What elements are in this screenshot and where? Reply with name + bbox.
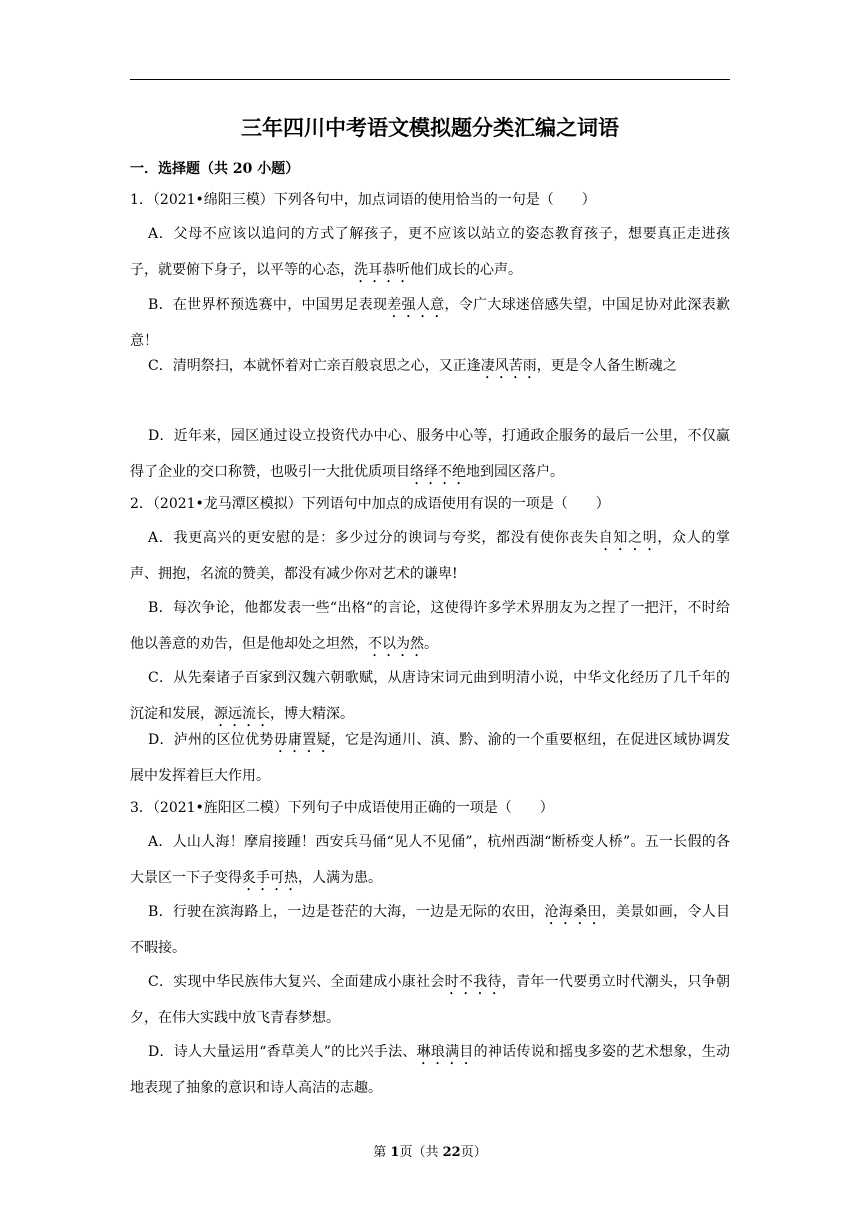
option-d: D．泸州的区位优势毋庸置疑，它是沟通川、滇、黔、渝的一个重要枢纽，在促进区域协调发展中发挥着巨大作用。 [130,732,730,784]
option-c: C．从先秦诸子百家到汉魏六朝歌赋，从唐诗宋词元曲到明清小说，中华文化经历了几千年的沉淀和发展，源远流长，博大精深。 [130,670,730,722]
emphasized-word: 洗耳恭听 [354,262,410,278]
question-stem: 1．（2021•绵阳三模）下列各句中，加点词语的使用恰当的一句是（ ） [130,192,596,208]
emphasized-word: 不以为然 [368,636,424,652]
section-heading: 一．选择题（共 20 小题） [130,161,300,177]
option-b: B．每次争论，他都发表一些“出格“的言论，这使得许多学术界朋友为之捏了一把汗，不时给他以善意的劝告，但是他却处之坦然，不以为然。 [130,600,730,652]
page-number: 1 [390,1145,400,1160]
option-a: A．我更高兴的更安慰的是：多少过分的谀词与夸奖，都没有使你丧失自知之明，众人的掌声、拥抱，名流的赞美，都没有减少你对艺术的谦卑! [130,530,731,582]
emphasized-word: 琳琅满目 [416,1044,474,1060]
emphasized-word: 自知之明 [598,530,658,546]
emphasized-word: 络绎不绝 [410,464,466,480]
option-d: D．诗人大量运用“香草美人”的比兴手法、琳琅满目的神话传说和摇曳多姿的艺术想象，生动地表现了抽象的意识和诗人高洁的志趣。 [130,1044,731,1096]
option-c: C．实现中华民族伟大复兴、全面建成小康社会时不我待，青年一代要勇立时代潮头，只争朝夕，在伟大实践中放飞青春梦想。 [130,974,731,1026]
emphasized-word: 凄风苦雨 [480,358,537,374]
option-b: B．行驶在滨海路上，一边是苍茫的大海，一边是无际的农田，沧海桑田，美景如画，令人目不暇接。 [130,904,730,956]
header-rule [130,79,730,80]
option-a: A．父母不应该以追问的方式了解孩子，更不应该以站立的姿态教育孩子，想要真正走进孩子，就要俯下身子，以平等的心态，洗耳恭听他们成长的心声。 [130,226,730,278]
question-stem: 2．（2021•龙马潭区模拟）下列语句中加点的成语使用有误的一项是（ ） [130,496,610,512]
option-c: C．清明祭扫，本就怀着对亡亲百般哀思之心，又正逢凄风苦雨，更是令人备生断魂之 [148,358,677,374]
page-title: 三年四川中考语文模拟题分类汇编之词语 [241,116,619,140]
page-total: 22 [442,1145,461,1160]
emphasized-word: 炙手可热 [242,870,298,886]
question-stem: 3．（2021•旌阳区二模）下列句子中成语使用正确的一项是（ ） [130,800,554,816]
emphasized-word: 沧海桑田 [544,904,602,920]
page-footer: 第 1页（共 22页） [373,1145,487,1160]
option-d: D．近年来，园区通过设立投资代办中心、服务中心等，打通政企服务的最后一公里，不仅赢得了企业的交口称赞，也吸引一大批优质项目络绎不绝地到园区落户。 [130,428,730,480]
emphasized-word: 差强人意 [387,297,445,313]
option-b: B．在世界杯预选赛中，中国男足表现差强人意，令广大球迷倍感失望，中国足协对此深表歉意！ [130,297,730,349]
emphasized-word: 源远流长 [214,706,270,722]
emphasized-word: 毋庸置疑 [273,732,331,748]
option-a: A．人山人海！摩肩接踵！西安兵马俑“见人不见俑”，杭州西湖“断桥变人桥”。五一长假的各大景区一下子变得炙手可热，人满为患。 [130,834,730,886]
emphasized-word: 时不我待 [444,974,502,990]
